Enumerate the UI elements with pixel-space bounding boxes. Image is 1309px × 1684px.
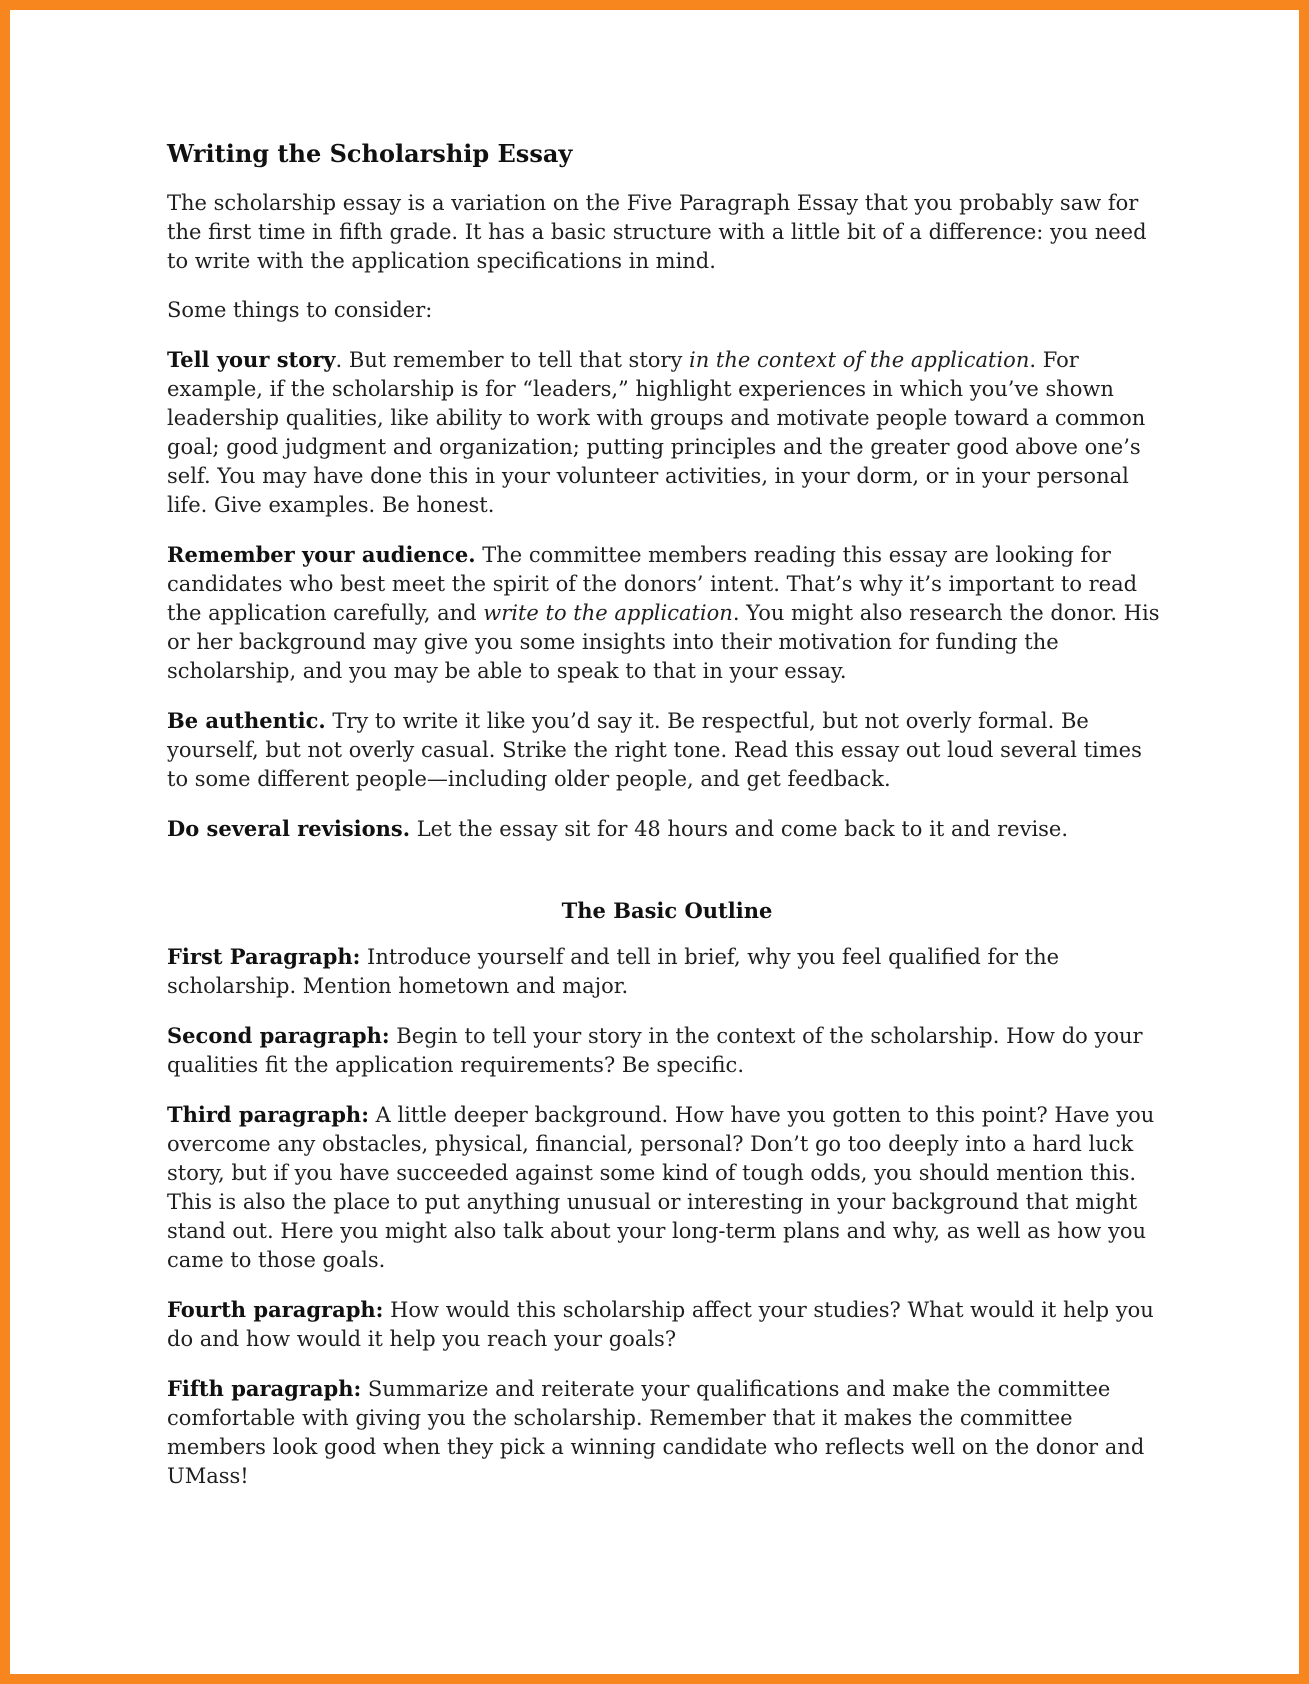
outline-fourth-paragraph: [167, 1295, 1167, 1354]
document-body: [167, 138, 1167, 1511]
outline-heading: The Basic Outline: [561, 898, 773, 923]
outline-first-paragraph: [167, 942, 1167, 1001]
consider-label: Some things to consider:: [167, 298, 433, 322]
tip-do-several-revisions: [167, 814, 1167, 844]
tip-text: . For example, if the scholarship is for “leaders,” highlight experiences in which you’ve shown leadership qualities, like ability to work with groups and motivate people toward a common goal; good judgment and organization; putting principles and the greater good above one’s self. You may have done this in your volunteer activities, in your dorm, or in your personal life. Give examples. Be honest.: [167, 348, 1146, 517]
tip-text: Let the essay sit for 48 hours and come back to it and revise.: [410, 817, 1069, 841]
outline-item-text: A little deeper background. How have you gotten to this point? Have you overcome any obstacles, physical, financial, personal? Don’t go too deeply into a hard luck story, but if you have succeeded against some kind of tough odds, you should mention this. This is also the place to put anything unusual or interesting in your background that might stand out. Here you might also talk about your long-term plans and why, as well as how you came to those goals.: [167, 1103, 1155, 1272]
document-title: Writing the Scholarship Essay: [167, 139, 573, 168]
tip-emphasis: in the context of the application: [689, 348, 1030, 372]
tip-emphasis: write to the application: [483, 601, 733, 625]
outline-item-heading: Third paragraph:: [167, 1102, 369, 1127]
outline-third-paragraph: [167, 1100, 1167, 1275]
tip-text: Try to write it like you’d say it. Be respectful, but not overly formal. Be yourself, but not overly casual. Strike the right tone. Read this essay out loud several times to some different people—including older people, and get feedback.: [167, 709, 1142, 791]
tip-heading: Do several revisions.: [167, 816, 411, 841]
outline-item-text: How would this scholarship affect your studies? What would it help you do and how would it help you reach your goals?: [167, 1298, 1154, 1351]
outline-fifth-paragraph: [167, 1374, 1167, 1491]
outline-item-heading: Fifth paragraph:: [167, 1376, 362, 1401]
outline-second-paragraph: [167, 1021, 1167, 1080]
tip-tell-your-story: [167, 345, 1167, 520]
outline-item-heading: First Paragraph:: [167, 944, 361, 969]
tip-text: The committee members reading this essay are looking for candidates who best meet the spirit of the donors’ intent. That’s why it’s important to read the application carefully, and: [167, 543, 1138, 625]
outline-item-text: Introduce yourself and tell in brief, why you feel qualified for the scholarship. Mention hometown and major.: [167, 945, 1060, 998]
tip-text: . You might also research the donor. His or her background may give you some insights into their motivation for funding the scholarship, and you may be able to speak to that in your essay.: [167, 601, 1160, 683]
outline-item-heading: Second paragraph:: [167, 1023, 390, 1048]
tip-remember-audience: [167, 540, 1167, 686]
tip-heading: Be authentic.: [167, 708, 326, 733]
intro-paragraph: The scholarship essay is a variation on the Five Paragraph Essay that you probably saw for the first time in fifth grade. It has a basic structure with a little bit of a difference: you need to write with the application specifications in mind.: [167, 191, 1147, 273]
tip-be-authentic: [167, 706, 1167, 794]
outline-item-text: Begin to tell your story in the context of the scholarship. How do your qualities fit the application requirements? Be specific.: [167, 1024, 1143, 1077]
outline-item-heading: Fourth paragraph:: [167, 1297, 384, 1322]
tip-heading: Remember your audience.: [167, 542, 476, 567]
outline-item-text: Summarize and reiterate your qualifications and make the committee comfortable with giving you the scholarship. Remember that it makes the committee members look good when they pick a winning candidate who reflects well on the donor and UMass!: [167, 1377, 1145, 1488]
tip-heading: Tell your story: [167, 347, 336, 372]
tip-text: . But remember to tell that story: [335, 348, 689, 372]
